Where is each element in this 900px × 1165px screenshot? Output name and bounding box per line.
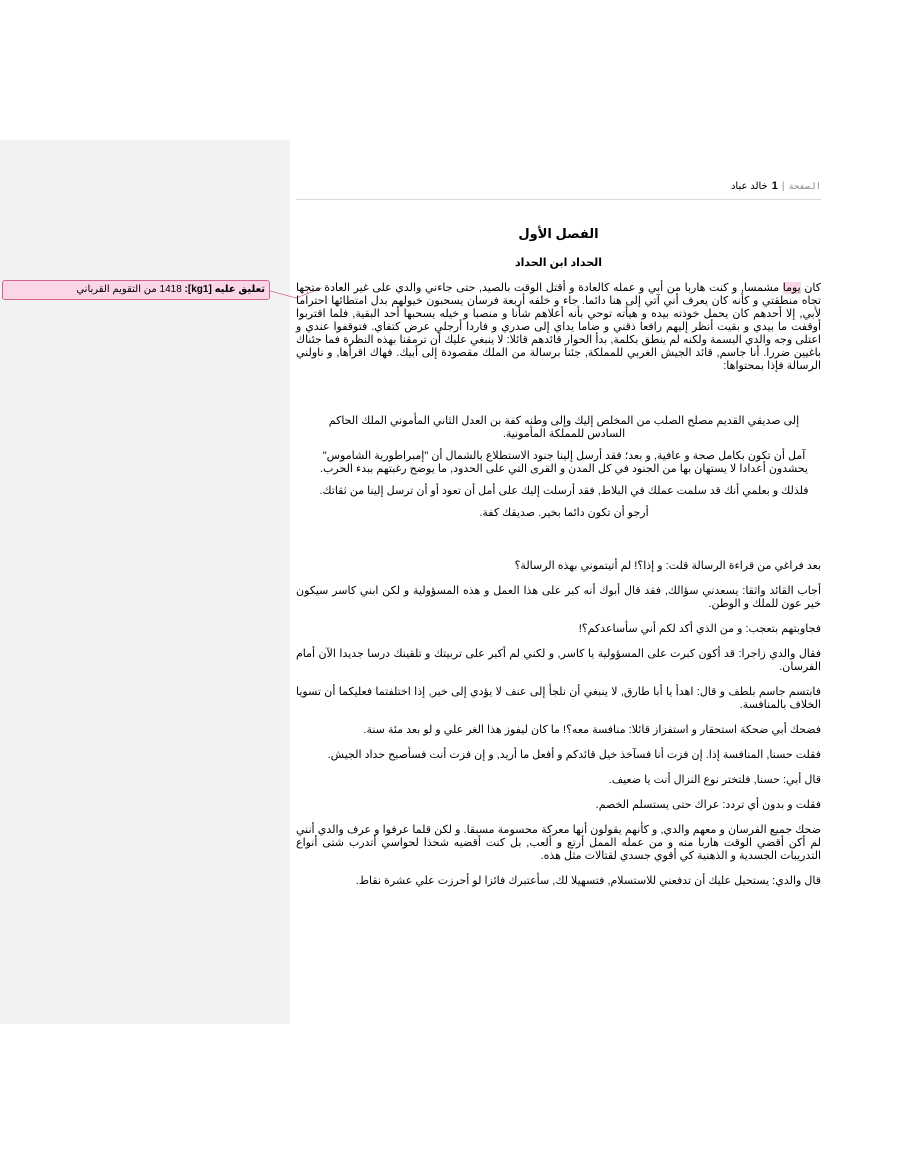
- paragraph[interactable]: قال والدي: يستحيل عليك أن تدفعني للاستسلام, فتسهيلا لك, سأعتبرك فائزا لو أحرزت علي عشرة نقاط.: [355, 875, 821, 887]
- comment-balloon[interactable]: [2, 280, 270, 300]
- paragraph[interactable]: فجاوبتهم بتعجب: و من الذي أكد لكم أني سأساعدكم؟!: [578, 623, 821, 635]
- document-page: [296, 170, 821, 900]
- comment-label: تعليق عليه: [214, 284, 265, 295]
- header-separator: |: [781, 181, 785, 192]
- intro-text-rest: مشمسا, و كنت هاربا من أبي و عمله كالعادة و أقتل الوقت بالصيد, حتى جاءني والدي على غير العادة متجها تجاه منطقتي و كأنه كان يعرف أني آتي إلى هنا دائما. جاء و خلفه أربعة فرسان يسحبون خيولهم بدل امتطائها احتراما لأبي, إلا أحدهم كان يحمل خوذته بيده و هيأته توحي بأنه أعلاهم شأنا و منصبا و خيله يسحبها أحد البقية, فلما اقتربوا أوقفت ما بيدي و بقيت أنظر إليهم رافعا ذقني و ضاما يداي إلى صدري و فاردا أرجلي عرض كتفاي. فتوقفوا عندي و اعتلى وجه والدي البسمة ولكنه لم ينطق بكلمة, بدأ الحوار قائدهم قائلا: لا ينبغي عليك أن ترمقنا بهذه النظرة فما جئناك باغيين ضررا. أنا جاسم, قائد الجيش الغربي للمملكة, جئنا برسالة من الملك مقصودة إلى أبيك. فهاك اقرأها, و ناولني الرسالة فإذا بمحتواها:: [296, 282, 821, 372]
- chapter-subtitle: الحداد ابن الحداد: [514, 257, 603, 269]
- paragraph[interactable]: ضحك جميع الفرسان و معهم والدي, و كأنهم يقولون أنها معركة محسومة مسبقا. و لكن قلما عرفوا و عرف والدي أنني لم أكن أقضي الوقت هاربا منه و من عمله الممل أرتع و ألعب, بل كنت أقضيه شحذا لحواسي أتدرب شتى أنواع التدريبات الجسدية و الذهنية كي أقوي جسدي لقتالات مثل هذه.: [296, 824, 821, 862]
- comment-text: 1418 من التقويم القرباني: [76, 284, 182, 295]
- page-number: 1: [771, 180, 778, 192]
- paragraph[interactable]: فقلت حسنا, المنافسة إذا. إن فزت أنا فسآخذ خيل قائدكم و أفعل ما أريد, و إن فزت أنت فسأصبح حداد الجيش.: [327, 749, 821, 761]
- comment-pane: [0, 140, 290, 1024]
- paragraph[interactable]: فقال والدي زاجرا: قد أكون كبرت على المسؤولية يا كاسر, و لكني لم أكبر على تربيتك و تلقينك درسا جديدا الآن أمام الفرسان.: [296, 648, 821, 673]
- letter-block: [319, 415, 821, 520]
- paragraph[interactable]: فضحك أبي ضحكة استحقار و استفزاز قائلا: منافسة معه؟! ما كان ليفوز هذا الغر علي و لو بعد مئة سنة.: [363, 724, 821, 736]
- chapter-title: الفصل الأول: [518, 226, 599, 241]
- paragraph[interactable]: قال أبي: حسنا, فلتختر نوع النزال أنت يا ضعيف.: [608, 774, 821, 786]
- commented-word[interactable]: يوما: [782, 282, 801, 294]
- paragraph[interactable]: فابتسم جاسم بلطف و قال: اهدأ يا أبا طارق, لا ينبغي أن نلجأ إلى عنف لا يؤدي إلى خير, إذا اختلفتما فعليكما أن تسويا الخلاف بالمنافسة.: [296, 686, 821, 711]
- page-header: [296, 180, 821, 200]
- letter-line[interactable]: آمل أن تكون بكامل صحة و عافية, و بعد؛ فقد أرسل إلينا جنود الاستطلاع بالشمال أن "إمبراطورية الشاموس" يحشدون أعدادا لا يستهان بها من الجنود في كل المدن و القرى التي على الحدود, ما يوضح رغبتهم ببدء الحرب.: [320, 450, 808, 475]
- paragraph[interactable]: فقلت و بدون أي تردد: عراك حتى يستسلم الخصم.: [595, 799, 821, 811]
- paragraph[interactable]: أجاب القائد واثقا: يسعدني سؤالك, فقد قال أبوك أنه كبر على هذا العمل و هذه المسؤولية و لكن ابني كاسر سيكون خير عون للملك و الوطن.: [296, 585, 821, 610]
- letter-line[interactable]: فلذلك و بعلمي أنك قد سلمت عملك في البلاط, فقد أرسلت إليك على أمل أن تعود أو أن ترسل إلينا من ثقاتك.: [319, 485, 809, 497]
- intro-paragraph[interactable]: [296, 282, 821, 373]
- paragraph[interactable]: بعد فراغي من قراءة الرسالة قلت: و إذا؟! لم أتيتموني بهذه الرسالة؟: [514, 560, 821, 572]
- body-text: [296, 560, 821, 888]
- page-word: الصفحة: [788, 182, 821, 192]
- letter-line[interactable]: أرجو أن تكون دائما بخير. صديقك كفة.: [479, 507, 649, 519]
- author-name: خالد عباد: [730, 181, 768, 192]
- intro-text-start: كان: [800, 282, 821, 294]
- comment-id: [kg1]:: [184, 284, 212, 295]
- letter-line[interactable]: إلى صديقي القديم مصلح الصلب من المخلص إليك وإلى وطنه كفة بن العدل الثاني المأموني الملك الحاكم السادس للمملكة المأمونية.: [328, 415, 800, 440]
